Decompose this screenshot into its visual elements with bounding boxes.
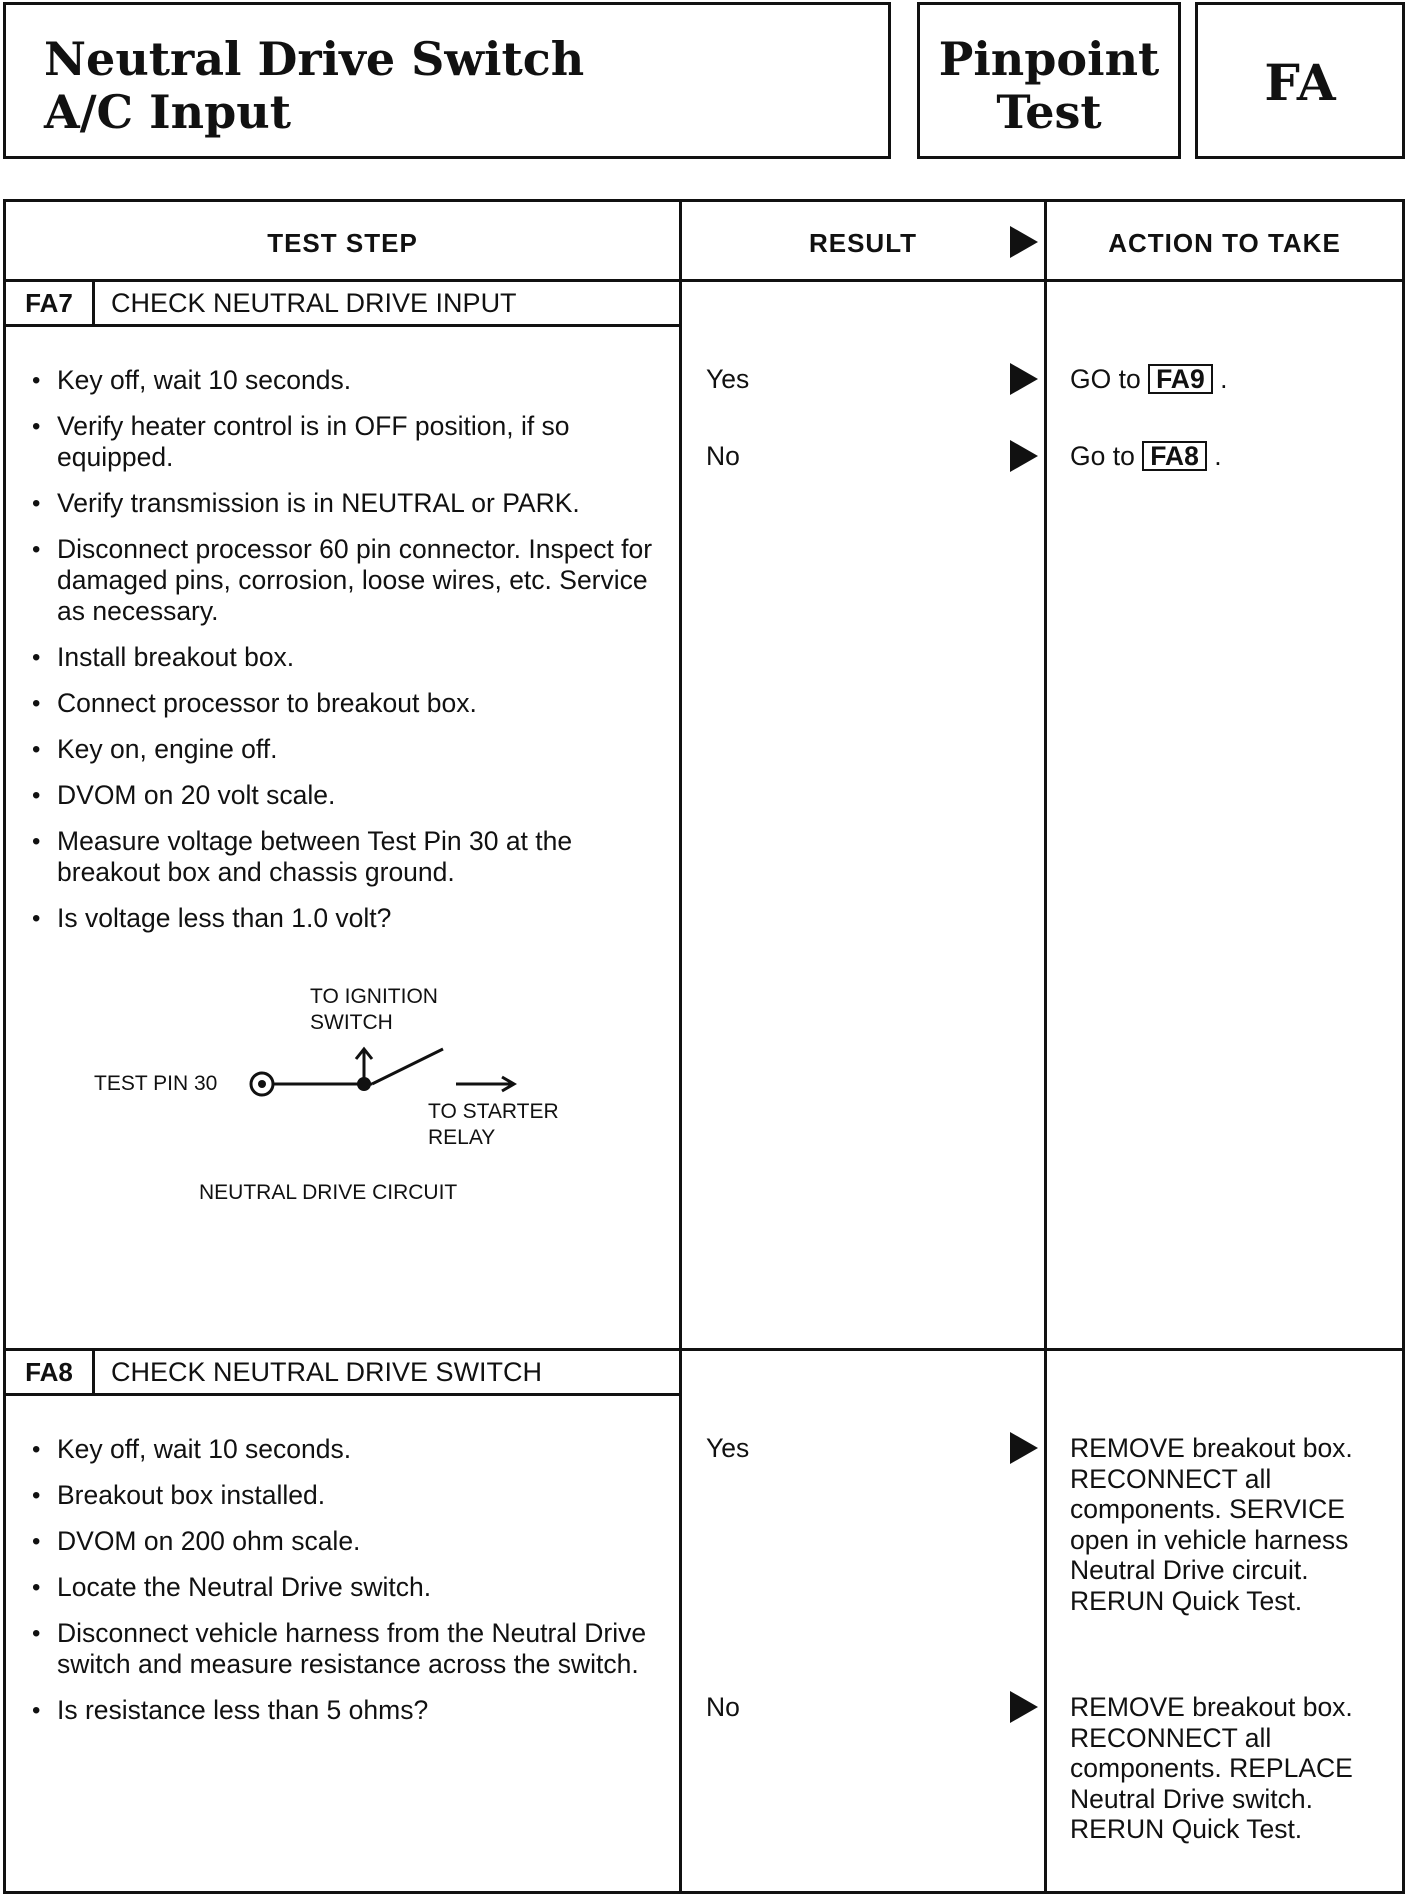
instruction: • Key on, engine off. xyxy=(30,734,660,765)
fa7-yes-arrow-icon xyxy=(1010,363,1038,395)
instruction: • DVOM on 20 volt scale. xyxy=(30,780,660,811)
test-pin-center xyxy=(258,1080,266,1088)
action-suffix: . xyxy=(1220,364,1228,394)
page-title-line-1: Neutral Drive Switch xyxy=(44,32,585,86)
fa8-result-no: No xyxy=(706,1692,740,1722)
step-fa8-instructions xyxy=(30,1434,660,1741)
header-test-step: TEST STEP xyxy=(267,228,418,258)
header-result: RESULT xyxy=(808,228,918,258)
pinpoint-test-box xyxy=(917,2,1181,159)
instruction: • Is voltage less than 1.0 volt? xyxy=(30,903,660,934)
instruction: • Install breakout box. xyxy=(30,642,660,673)
fa8-result-yes: Yes xyxy=(706,1433,750,1463)
fa8-reference[interactable]: FA8 xyxy=(1142,441,1207,471)
instruction: • Measure voltage between Test Pin 30 at the breakout box and chassis ground. xyxy=(30,826,660,888)
step-id: FA7 xyxy=(6,282,95,324)
step-title: CHECK NEUTRAL DRIVE INPUT xyxy=(111,288,517,318)
step-tag-fa8 xyxy=(6,1348,682,1396)
fa7-result-no: No xyxy=(706,441,740,471)
action-prefix: Go to xyxy=(1070,441,1135,471)
switch-blade xyxy=(372,1049,443,1084)
column-divider-1 xyxy=(679,202,682,1891)
title-box xyxy=(3,2,891,159)
instruction: • Connect processor to breakout box. xyxy=(30,688,660,719)
instruction: • Key off, wait 10 seconds. xyxy=(30,365,660,396)
fa7-action-no xyxy=(1070,441,1222,472)
fa8-action-yes: REMOVE breakout box. RECONNECT all components. SERVICE open in vehicle harness Neutral Drive circuit. RERUN Quick Test. xyxy=(1070,1433,1353,1616)
to-ignition-label-1: TO IGNITION xyxy=(310,985,438,1008)
step-title: CHECK NEUTRAL DRIVE SWITCH xyxy=(111,1357,543,1387)
pinpoint-label: Pinpoint xyxy=(938,32,1160,86)
page-title-line-2: A/C Input xyxy=(44,85,291,139)
instruction: • DVOM on 200 ohm scale. xyxy=(30,1526,660,1557)
test-code-box xyxy=(1195,2,1405,159)
fa7-result-yes: Yes xyxy=(706,364,750,394)
instruction: • Verify heater control is in OFF position, if so equipped. xyxy=(30,411,660,473)
instruction: • Disconnect processor 60 pin connector. Inspect for damaged pins, corrosion, loose wires, etc. Service as necessary. xyxy=(30,534,660,627)
instruction: • Breakout box installed. xyxy=(30,1480,660,1511)
test-code: FA xyxy=(1264,53,1336,112)
test-label: Test xyxy=(996,85,1102,139)
instruction: • Locate the Neutral Drive switch. xyxy=(30,1572,660,1603)
to-starter-label-1: TO STARTER xyxy=(428,1100,559,1123)
instruction: • Key off, wait 10 seconds. xyxy=(30,1434,660,1465)
fa9-reference[interactable]: FA9 xyxy=(1148,364,1213,394)
to-starter-label-2: RELAY xyxy=(428,1126,496,1149)
action-prefix: GO to xyxy=(1070,364,1141,394)
neutral-drive-circuit-diagram xyxy=(66,977,626,1217)
action-suffix: . xyxy=(1214,441,1222,471)
fa8-action-no: REMOVE breakout box. RECONNECT all components. REPLACE Neutral Drive switch. RERUN Quick Test. xyxy=(1070,1692,1353,1844)
instruction: • Verify transmission is in NEUTRAL or PARK. xyxy=(30,488,660,519)
to-ignition-label-2: SWITCH xyxy=(310,1011,393,1034)
fa8-yes-arrow-icon xyxy=(1010,1432,1038,1464)
fa7-action-yes xyxy=(1070,364,1227,395)
header-arrow-icon xyxy=(1010,226,1038,258)
step-id: FA8 xyxy=(6,1351,95,1393)
instruction: • Disconnect vehicle harness from the Neutral Drive switch and measure resistance across the switch. xyxy=(30,1618,660,1680)
fa7-no-arrow-icon xyxy=(1010,440,1038,472)
instruction: • Is resistance less than 5 ohms? xyxy=(30,1695,660,1726)
fa8-no-arrow-icon xyxy=(1010,1691,1038,1723)
step-fa7-instructions xyxy=(30,365,660,949)
step-tag-fa7 xyxy=(6,279,682,327)
column-divider-2 xyxy=(1044,202,1047,1891)
test-pin-label: TEST PIN 30 xyxy=(94,1072,218,1095)
test-table xyxy=(3,199,1405,1894)
header-action: ACTION TO TAKE xyxy=(1108,228,1341,258)
circuit-caption: NEUTRAL DRIVE CIRCUIT xyxy=(199,1181,458,1204)
